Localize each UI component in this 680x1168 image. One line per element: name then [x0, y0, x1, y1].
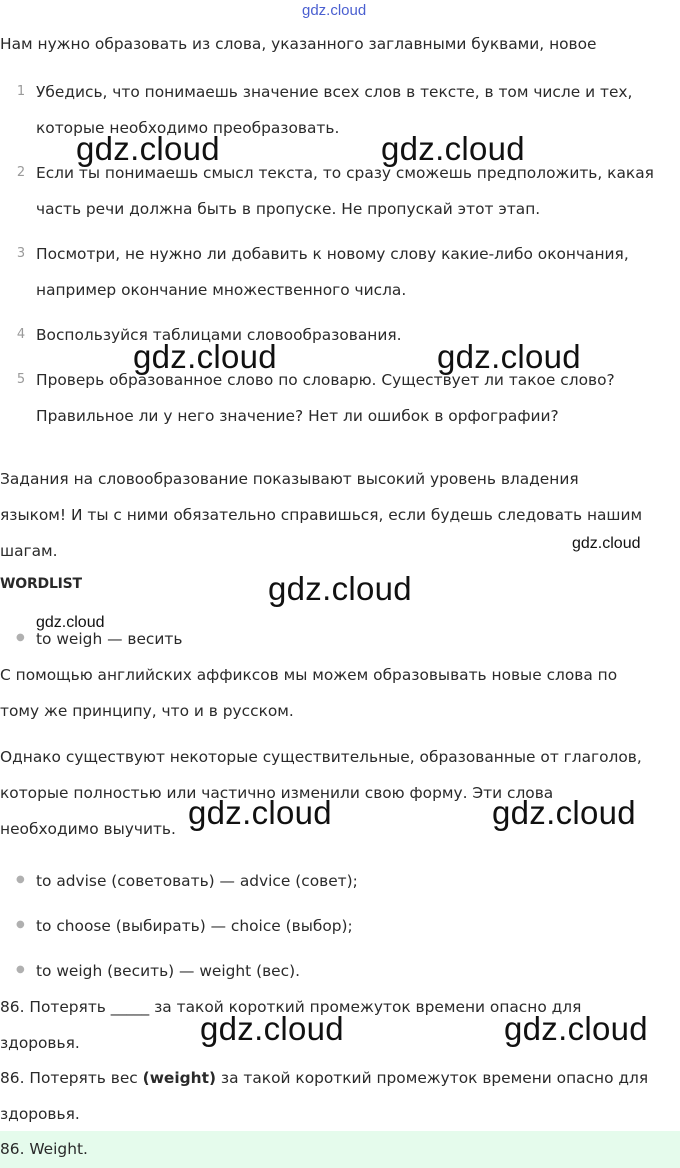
- bullet-icon: ●: [16, 632, 25, 643]
- step-line: Убедись, что понимаешь значение всех слов в тексте, в том числе и тех,: [36, 83, 633, 101]
- step-number: 5: [16, 372, 26, 387]
- step-line: например окончание множественного числа.: [36, 281, 407, 299]
- watermark: gdz.cloud: [36, 614, 105, 631]
- example-item: to weigh (весить) — weight (вес).: [36, 962, 301, 980]
- step-number: 4: [16, 327, 26, 342]
- watermark: gdz.cloud: [76, 130, 220, 167]
- step-line: Если ты понимаешь смысл текста, то сразу сможешь предположить, какая: [36, 164, 654, 182]
- solution-line: здоровья.: [0, 1105, 80, 1123]
- paragraph-line: Задания на словообразование показывают высокий уровень владения: [0, 470, 579, 488]
- watermark: gdz.cloud: [437, 338, 581, 375]
- paragraph-line: которые полностью или частично изменили свою форму. Эти слова: [0, 784, 554, 802]
- watermark: gdz.cloud: [200, 1010, 344, 1047]
- bullet-icon: ●: [16, 874, 25, 885]
- solution-answer-word: (weight): [142, 1069, 216, 1087]
- step-number: 2: [16, 165, 26, 180]
- example-item: to choose (выбирать) — choice (выбор);: [36, 917, 353, 935]
- bullet-icon: ●: [16, 919, 25, 930]
- answer-box: [0, 1131, 680, 1168]
- bullet-icon: ●: [16, 964, 25, 975]
- solution-suffix: за такой короткий промежуток времени опасно для: [216, 1069, 649, 1087]
- step-number: 3: [16, 246, 26, 261]
- paragraph-line: Однако существуют некоторые существительные, образованные от глаголов,: [0, 748, 642, 766]
- watermark: gdz.cloud: [133, 338, 277, 375]
- answer-text: 86. Weight.: [0, 1140, 88, 1158]
- watermark: gdz.cloud: [188, 794, 332, 831]
- paragraph-line: тому же принципу, что и в русском.: [0, 702, 294, 720]
- step-line: Воспользуйся таблицами словообразования.: [36, 326, 402, 344]
- paragraph-line: шагам.: [0, 542, 58, 560]
- watermark: gdz.cloud: [492, 794, 636, 831]
- step-number: 1: [16, 84, 26, 99]
- example-item: to advise (советовать) — advice (совет);: [36, 872, 358, 890]
- step-line: Проверь образованное слово по словарю. Существует ли такое слово?: [36, 371, 615, 389]
- watermark: gdz.cloud: [268, 570, 412, 607]
- watermark: gdz.cloud: [381, 130, 525, 167]
- step-line: часть речи должна быть в пропуске. Не пропускай этот этап.: [36, 200, 541, 218]
- task-line: 86. Потерять _____ за такой короткий промежуток времени опасно для: [0, 998, 582, 1016]
- wordlist-item: to weigh — весить: [36, 630, 183, 648]
- top-watermark: gdz.cloud: [302, 2, 367, 19]
- intro-text: Нам нужно образовать из слова, указанного заглавными буквами, новое: [0, 35, 597, 53]
- step-line: которые необходимо преобразовать.: [36, 119, 340, 137]
- wordlist-heading: WORDLIST: [0, 576, 82, 592]
- step-line: Посмотри, не нужно ли добавить к новому слову какие-либо окончания,: [36, 245, 629, 263]
- watermark: gdz.cloud: [504, 1010, 648, 1047]
- step-line: Правильное ли у него значение? Нет ли ошибок в орфографии?: [36, 407, 559, 425]
- task-line: здоровья.: [0, 1034, 80, 1052]
- paragraph-line: необходимо выучить.: [0, 820, 176, 838]
- solution-line: [0, 1060, 676, 1096]
- watermark: gdz.cloud: [572, 535, 641, 552]
- paragraph-line: С помощью английских аффиксов мы можем образовывать новые слова по: [0, 666, 618, 684]
- solution-prefix: 86. Потерять вес: [0, 1069, 143, 1087]
- paragraph-line: языком! И ты с ними обязательно справишься, если будешь следовать нашим: [0, 506, 643, 524]
